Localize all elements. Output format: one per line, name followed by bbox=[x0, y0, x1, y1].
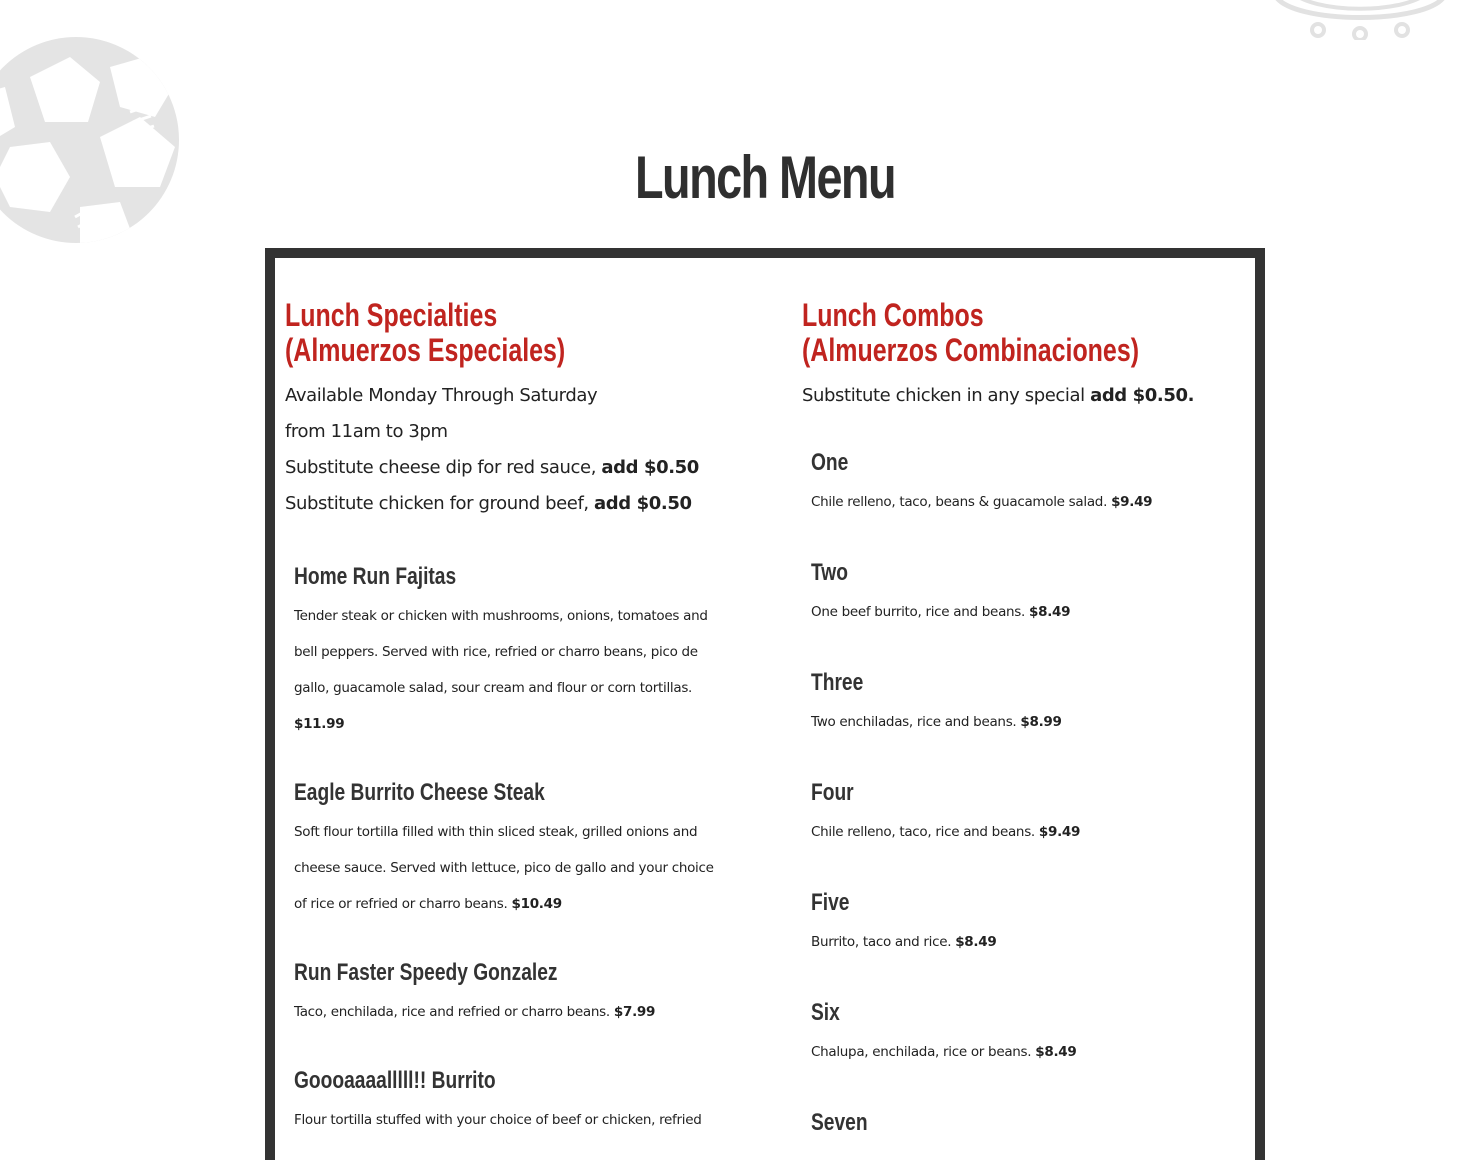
lunch-combos-heading bbox=[802, 298, 1145, 368]
menu-item-description bbox=[294, 994, 719, 1030]
heading-line: Lunch Combos bbox=[802, 297, 984, 333]
description-text: Tender steak or chicken with mushrooms, onions, tomatoes and bell peppers. Served with rice, refried or charro beans, pico de gallo, guacamole salad, sour cream and flour or corn tortillas. bbox=[294, 608, 708, 696]
menu-item bbox=[811, 778, 1231, 850]
description-text: Chile relleno, taco, rice and beans. bbox=[811, 824, 1035, 840]
intro-text: Substitute chicken for ground beef, bbox=[285, 493, 595, 514]
menu-item-description bbox=[294, 1102, 719, 1138]
intro-line bbox=[802, 378, 1242, 414]
menu-item-description bbox=[811, 594, 1231, 630]
lunch-specialties-column bbox=[285, 298, 745, 1138]
lunch-specialties-heading bbox=[285, 298, 644, 368]
heading-line: (Almuerzos Especiales) bbox=[285, 332, 566, 368]
menu-item bbox=[294, 1066, 719, 1138]
menu-item bbox=[811, 998, 1231, 1070]
menu-item-name: Goooaaaalllll!! Burrito bbox=[294, 1067, 496, 1094]
heading-line: Lunch Specialties bbox=[285, 297, 498, 333]
menu-item-description bbox=[811, 814, 1231, 850]
soccer-ball-icon bbox=[0, 37, 182, 243]
decorative-ring-icon bbox=[1270, 0, 1450, 40]
intro-text: Available Monday Through Saturday bbox=[285, 385, 598, 406]
menu-item-name: Two bbox=[811, 559, 848, 586]
menu-item-description bbox=[811, 1034, 1231, 1070]
intro-text: Substitute chicken in any special bbox=[802, 385, 1091, 406]
combos-list bbox=[802, 448, 1242, 1138]
menu-item bbox=[811, 1108, 1231, 1138]
menu-item-name: Seven bbox=[811, 1109, 868, 1136]
menu-item-price: $8.49 bbox=[1035, 1044, 1077, 1060]
intro-price: add $0.50 bbox=[594, 493, 692, 514]
menu-item bbox=[811, 888, 1231, 960]
description-text: Burrito, taco and rice. bbox=[811, 934, 952, 950]
menu-item-name: Five bbox=[811, 889, 850, 916]
description-text: Taco, enchilada, rice and refried or charro beans. bbox=[294, 1004, 610, 1020]
description-text: Two enchiladas, rice and beans. bbox=[811, 714, 1017, 730]
menu-item-name: Four bbox=[811, 779, 854, 806]
menu-item-description bbox=[294, 814, 719, 922]
menu-item-name: Run Faster Speedy Gonzalez bbox=[294, 959, 558, 986]
intro-price: add $0.50 bbox=[601, 457, 699, 478]
specialties-intro bbox=[285, 378, 745, 522]
menu-item-price: $10.49 bbox=[511, 896, 562, 912]
combos-intro bbox=[802, 378, 1242, 414]
menu-item-description bbox=[811, 484, 1231, 520]
menu-item bbox=[294, 778, 719, 922]
menu-item-name: One bbox=[811, 449, 849, 476]
menu-item bbox=[811, 448, 1231, 520]
menu-item-name: Three bbox=[811, 669, 864, 696]
menu-item-price: $7.99 bbox=[613, 1004, 656, 1020]
intro-line bbox=[285, 378, 745, 414]
description-text: Soft flour tortilla filled with thin sliced steak, grilled onions and cheese sauce. Served with lettuce, pico de gallo and your choice of rice or refried or charro beans. bbox=[294, 824, 714, 912]
menu-item-price: $8.49 bbox=[955, 934, 997, 950]
description-text: Chalupa, enchilada, rice or beans. bbox=[811, 1044, 1032, 1060]
menu-item-price: $9.49 bbox=[1038, 824, 1081, 840]
intro-line bbox=[285, 414, 745, 450]
page-title: Lunch Menu bbox=[635, 144, 895, 211]
specialties-list bbox=[285, 562, 745, 1138]
menu-item-name: Six bbox=[811, 999, 840, 1026]
menu-item-description bbox=[811, 704, 1231, 740]
menu-item bbox=[294, 562, 719, 742]
menu-item-description bbox=[294, 598, 719, 742]
menu-item bbox=[811, 668, 1231, 740]
menu-item-name: Home Run Fajitas bbox=[294, 563, 457, 590]
intro-line bbox=[285, 486, 745, 522]
description-text: Chile relleno, taco, beans & guacamole salad. bbox=[811, 494, 1108, 510]
description-text: Flour tortilla stuffed with your choice of beef or chicken, refried bbox=[294, 1112, 702, 1128]
menu-frame bbox=[265, 248, 1265, 1160]
menu-item-price: $11.99 bbox=[294, 716, 345, 732]
menu-item-price: $8.99 bbox=[1020, 714, 1062, 730]
menu-item bbox=[811, 558, 1231, 630]
description-text: One beef burrito, rice and beans. bbox=[811, 604, 1026, 620]
menu-item bbox=[294, 958, 719, 1030]
intro-text: Substitute cheese dip for red sauce, bbox=[285, 457, 602, 478]
menu-item-price: $8.49 bbox=[1029, 604, 1071, 620]
menu-item-price: $9.49 bbox=[1111, 494, 1153, 510]
menu-item-description bbox=[811, 924, 1231, 960]
intro-text: from 11am to 3pm bbox=[285, 421, 448, 442]
menu-item-name: Eagle Burrito Cheese Steak bbox=[294, 779, 545, 806]
lunch-combos-column bbox=[802, 298, 1242, 1138]
heading-line: (Almuerzos Combinaciones) bbox=[802, 332, 1140, 368]
intro-price: add $0.50. bbox=[1090, 385, 1195, 406]
intro-line bbox=[285, 450, 745, 486]
